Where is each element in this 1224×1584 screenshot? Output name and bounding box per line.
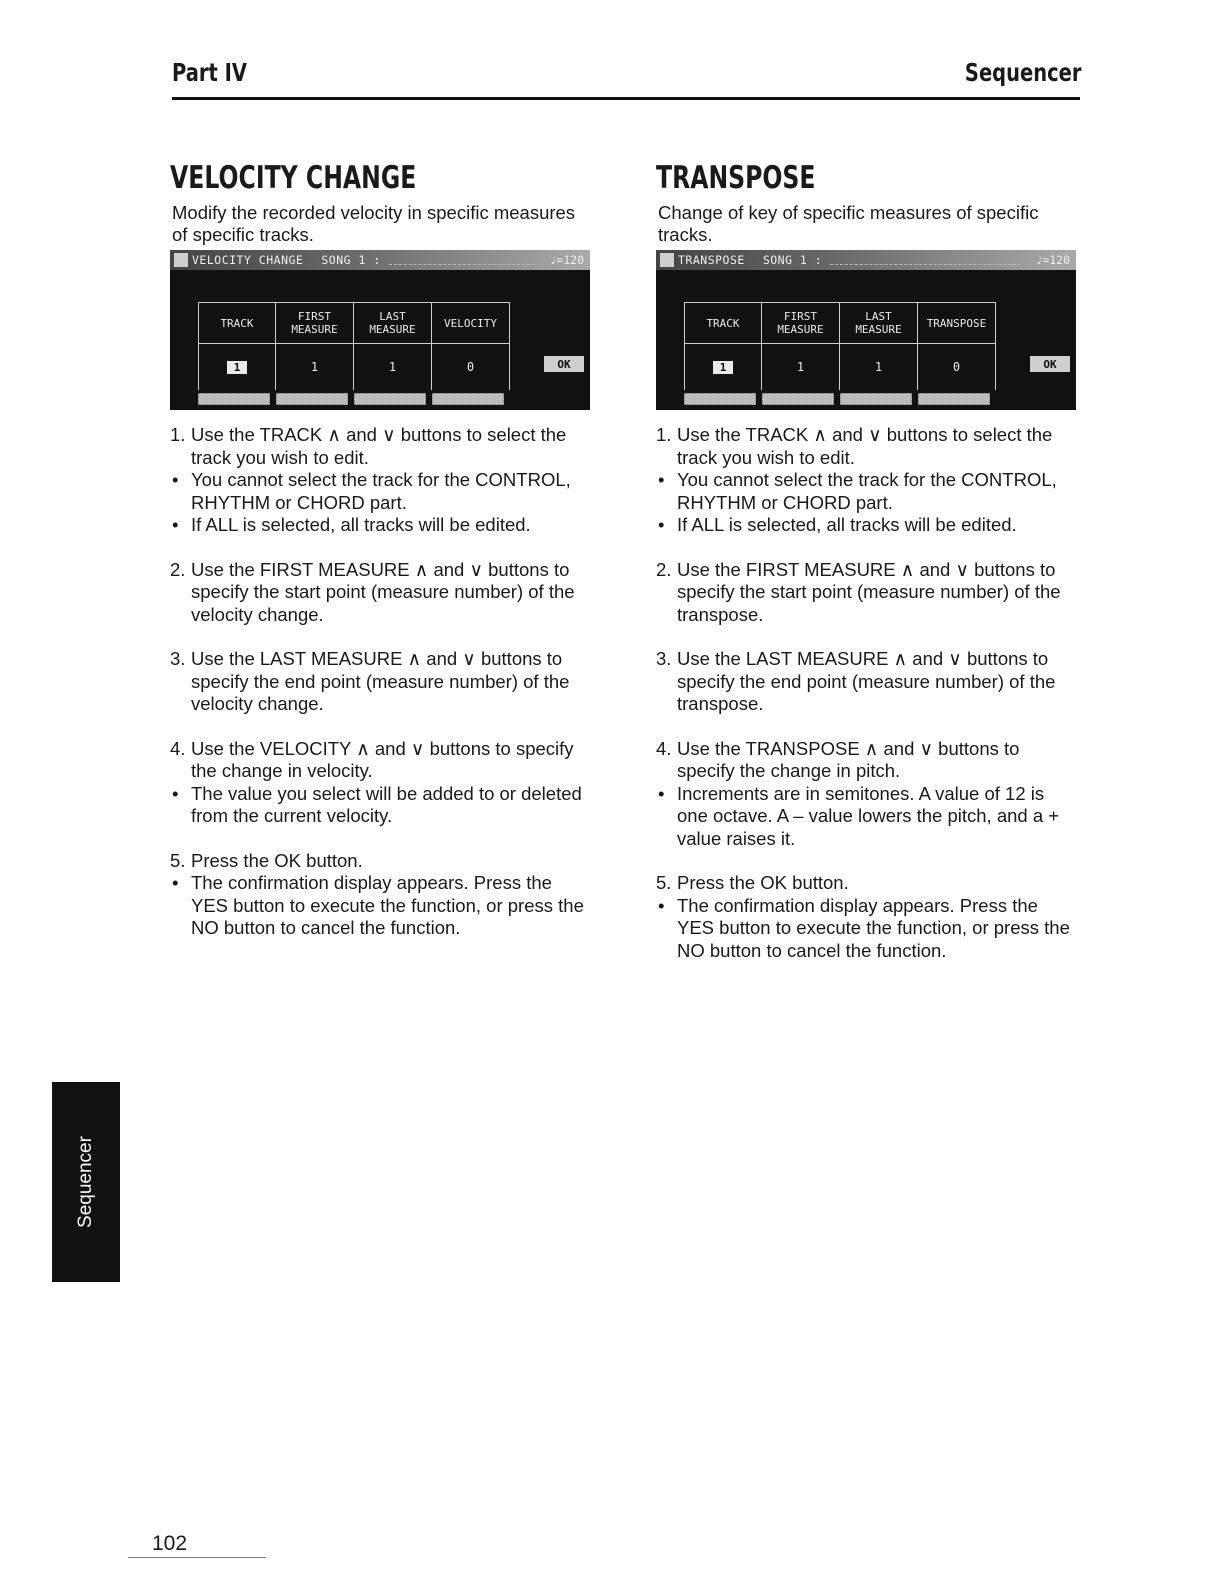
song-name-field <box>830 256 1021 265</box>
song-name-field <box>389 256 536 265</box>
track-updown-button[interactable] <box>198 393 270 405</box>
step-text <box>170 648 590 716</box>
bullet-icon: • <box>172 514 179 535</box>
step-instruction: Use the LAST MEASURE ∧ and ∨ buttons to specify the end point (measure number) of the transpose. <box>677 648 1056 714</box>
page-number: 102 <box>152 1532 188 1555</box>
step-4 <box>656 738 1076 851</box>
transpose-updown-button[interactable] <box>918 393 990 405</box>
step-number: 4. <box>170 737 186 759</box>
bullet-text: The confirmation display appears. Press the YES button to execute the function, or press the NO button to cancel the function. <box>191 872 584 938</box>
bullet-text: The value you select will be added to or deleted from the current velocity. <box>191 782 582 826</box>
step-bullet <box>170 872 590 940</box>
step-bullet <box>656 469 1076 514</box>
lcd-screen-velocity-change <box>170 250 590 410</box>
bullet-icon: • <box>172 872 179 893</box>
lcd-header-first-measure: FIRST MEASURE <box>276 302 354 344</box>
ok-button[interactable]: OK <box>1030 356 1070 372</box>
step-bullet <box>170 783 590 828</box>
step-text <box>170 559 590 627</box>
step-2 <box>170 559 590 627</box>
intro-text: Change of key of specific measures of specific tracks. <box>658 202 1039 245</box>
step-number: 1. <box>656 424 672 445</box>
step-instruction: Use the TRACK ∧ and ∨ buttons to select the track you wish to edit. <box>677 424 1053 468</box>
bullet-icon: • <box>172 469 179 490</box>
step-3 <box>170 648 590 716</box>
intro-text: Modify the recorded velocity in specific measures of specific tracks. <box>172 202 576 245</box>
step-number: 2. <box>170 558 186 580</box>
lcd-song: SONG 1 : <box>762 253 823 267</box>
step-number: 3. <box>656 648 672 669</box>
lcd-value-velocity[interactable]: 0 <box>432 344 510 390</box>
bullet-icon: • <box>172 782 179 804</box>
lcd-value-track[interactable]: 1 <box>198 344 276 390</box>
column-transpose <box>656 160 1076 984</box>
step-bullet <box>656 895 1076 963</box>
lcd-value-last-measure[interactable]: 1 <box>354 344 432 390</box>
lcd-parameter-grid <box>198 302 510 390</box>
step-text <box>656 424 1076 469</box>
step-text <box>656 559 1076 627</box>
step-5 <box>656 872 1076 962</box>
step-number: 2. <box>656 558 672 580</box>
step-bullet <box>656 783 1076 851</box>
lcd-header-velocity: VELOCITY <box>432 302 510 344</box>
page-number-rule <box>128 1557 266 1558</box>
lcd-song: SONG 1 : <box>321 253 381 267</box>
lcd-buttons <box>198 393 504 405</box>
lcd-header-last-measure: LAST MEASURE <box>840 302 918 344</box>
section-title-transpose: TRANSPOSE <box>656 160 816 196</box>
bullet-icon: • <box>658 894 665 916</box>
lcd-title-bar <box>170 250 590 270</box>
lcd-buttons <box>684 393 990 405</box>
bullet-text: You cannot select the track for the CONTROL, RHYTHM or CHORD part. <box>677 469 1057 513</box>
lcd-parameter-grid <box>684 302 996 390</box>
steps-list <box>170 424 590 940</box>
step-instruction: Use the LAST MEASURE ∧ and ∨ buttons to specify the end point (measure number) of the velocity change. <box>191 648 570 714</box>
track-updown-button[interactable] <box>684 393 756 405</box>
side-tab-label: Sequencer <box>75 1136 96 1228</box>
section-title-velocity-change: VELOCITY CHANGE <box>170 160 417 196</box>
step-instruction: Use the TRANSPOSE ∧ and ∨ buttons to specify the change in pitch. <box>677 737 1020 781</box>
header-rule <box>172 97 1080 100</box>
velocity-updown-button[interactable] <box>432 393 504 405</box>
step-2 <box>656 559 1076 627</box>
lcd-tempo: ♩=120 <box>1035 253 1070 267</box>
header-part: Part IV <box>172 58 248 87</box>
lcd-value-transpose[interactable]: 0 <box>918 344 996 390</box>
bullet-text: Increments are in semitones. A value of 12 is one octave. A – value lowers the pitch, and a + value raises it. <box>677 782 1060 849</box>
step-5 <box>170 850 590 940</box>
step-bullet <box>656 514 1076 537</box>
bullet-text: You cannot select the track for the CONTROL, RHYTHM or CHORD part. <box>191 469 571 513</box>
step-instruction: Use the TRACK ∧ and ∨ buttons to select the track you wish to edit. <box>191 424 567 468</box>
lcd-title: VELOCITY CHANGE <box>192 253 304 267</box>
last-measure-updown-button[interactable] <box>354 393 426 405</box>
step-number: 4. <box>656 737 672 759</box>
sequencer-icon <box>660 253 674 267</box>
lcd-header-track: TRACK <box>684 302 762 344</box>
lcd-screen-transpose <box>656 250 1076 410</box>
step-text <box>170 850 590 873</box>
step-number: 1. <box>170 424 186 445</box>
bullet-icon: • <box>658 514 665 535</box>
bullet-text: The confirmation display appears. Press the YES button to execute the function, or press the NO button to cancel the function. <box>677 894 1070 961</box>
lcd-value-track[interactable]: 1 <box>684 344 762 390</box>
last-measure-updown-button[interactable] <box>840 393 912 405</box>
step-instruction: Use the FIRST MEASURE ∧ and ∨ buttons to specify the start point (measure number) of the transpose. <box>677 558 1061 625</box>
lcd-value-last-measure[interactable]: 1 <box>840 344 918 390</box>
step-4 <box>170 738 590 828</box>
step-number: 5. <box>170 849 186 871</box>
bullet-text: If ALL is selected, all tracks will be edited. <box>191 514 531 535</box>
column-velocity-change <box>170 160 590 962</box>
step-text <box>170 738 590 783</box>
first-measure-updown-button[interactable] <box>276 393 348 405</box>
lcd-value-first-measure[interactable]: 1 <box>762 344 840 390</box>
header-section: Sequencer <box>965 58 1082 87</box>
lcd-value-first-measure[interactable]: 1 <box>276 344 354 390</box>
side-tab-sequencer[interactable] <box>52 1082 120 1282</box>
step-1 <box>170 424 590 537</box>
step-bullet <box>170 469 590 514</box>
bullet-text: If ALL is selected, all tracks will be edited. <box>677 514 1017 535</box>
step-number: 5. <box>656 872 672 893</box>
step-bullet <box>170 514 590 537</box>
step-instruction: Press the OK button. <box>191 849 363 871</box>
bullet-icon: • <box>658 782 665 804</box>
step-text <box>656 872 1076 895</box>
bullet-icon: • <box>658 469 665 490</box>
lcd-header-last-measure: LAST MEASURE <box>354 302 432 344</box>
lcd-header-track: TRACK <box>198 302 276 344</box>
steps-list <box>656 424 1076 962</box>
ok-button[interactable]: OK <box>544 356 584 372</box>
step-text <box>170 424 590 469</box>
lcd-title-bar <box>656 250 1076 270</box>
lcd-header-first-measure: FIRST MEASURE <box>762 302 840 344</box>
step-instruction: Use the FIRST MEASURE ∧ and ∨ buttons to specify the start point (measure number) of the velocity change. <box>191 558 575 625</box>
lcd-tempo: ♩=120 <box>549 253 584 267</box>
step-instruction: Use the VELOCITY ∧ and ∨ buttons to specify the change in velocity. <box>191 737 574 781</box>
lcd-title: TRANSPOSE <box>678 253 745 267</box>
step-text <box>656 738 1076 783</box>
step-1 <box>656 424 1076 537</box>
lcd-header-transpose: TRANSPOSE <box>918 302 996 344</box>
sequencer-icon <box>174 253 188 267</box>
first-measure-updown-button[interactable] <box>762 393 834 405</box>
step-3 <box>656 648 1076 716</box>
step-number: 3. <box>170 648 186 669</box>
step-text <box>656 648 1076 716</box>
step-instruction: Press the OK button. <box>677 872 849 893</box>
